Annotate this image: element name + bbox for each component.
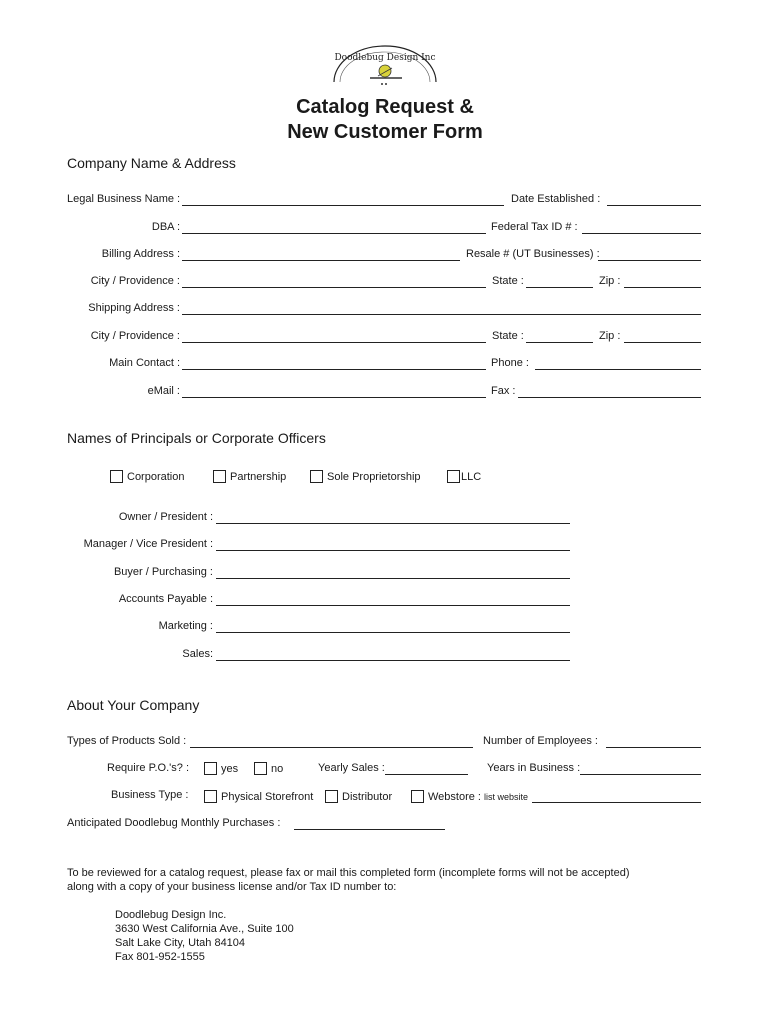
checkbox-physical-storefront-box[interactable]: [204, 790, 217, 803]
buyer-field[interactable]: [216, 578, 570, 579]
city-field[interactable]: [182, 287, 486, 288]
shipping-state-label: State :: [492, 330, 524, 342]
phone-field[interactable]: [535, 369, 701, 370]
sales-label: Sales:: [182, 648, 213, 660]
logo-graphic: [330, 42, 440, 88]
submission-note-line-2: along with a copy of your business license and/or Tax ID number to:: [67, 881, 397, 893]
shipping-state-field[interactable]: [526, 342, 593, 343]
checkbox-sole-proprietorship[interactable]: [310, 470, 421, 483]
sales-field[interactable]: [216, 660, 570, 661]
anticipated-purchases-field[interactable]: [294, 829, 445, 830]
resale-label: Resale # (UT Businesses) :: [466, 248, 600, 260]
shipping-zip-field[interactable]: [624, 342, 701, 343]
checkbox-partnership[interactable]: [213, 470, 286, 483]
checkbox-corporation-label: Corporation: [127, 470, 185, 483]
checkbox-po-no[interactable]: [254, 762, 283, 775]
phone-label: Phone :: [491, 357, 529, 369]
checkbox-partnership-box[interactable]: [213, 470, 226, 483]
marketing-field[interactable]: [216, 632, 570, 633]
checkbox-webstore-box[interactable]: [411, 790, 424, 803]
checkbox-distributor-box[interactable]: [325, 790, 338, 803]
federal-tax-id-field[interactable]: [582, 233, 701, 234]
checkbox-physical-storefront-label: Physical Storefront: [221, 790, 314, 803]
checkbox-po-no-label: no: [271, 762, 284, 775]
manager-field[interactable]: [216, 550, 570, 551]
checkbox-llc-box[interactable]: [447, 470, 460, 483]
checkbox-sole-proprietorship-box[interactable]: [310, 470, 323, 483]
types-of-products-field[interactable]: [190, 747, 473, 748]
date-established-label: Date Established :: [511, 193, 601, 205]
manager-label: Manager / Vice President :: [83, 538, 213, 550]
types-of-products-label: Types of Products Sold :: [67, 735, 187, 747]
checkbox-po-yes-label: yes: [221, 762, 239, 775]
num-employees-label: Number of Employees :: [483, 735, 598, 747]
legal-business-name-label: Legal Business Name :: [67, 193, 181, 205]
state-label: State :: [492, 275, 524, 287]
accounts-payable-field[interactable]: [216, 605, 570, 606]
fax-label: Fax :: [491, 385, 516, 397]
address-line-city: Salt Lake City, Utah 84104: [115, 937, 246, 949]
checkbox-po-no-box[interactable]: [254, 762, 267, 775]
title-line-2: New Customer Form: [287, 121, 483, 143]
section-about-heading: About Your Company: [67, 697, 200, 713]
num-employees-field[interactable]: [606, 747, 701, 748]
list-website-hint: list website: [484, 791, 529, 802]
billing-address-label: Billing Address :: [101, 248, 180, 260]
section-company-heading: Company Name & Address: [67, 155, 236, 171]
mailing-address: [115, 908, 294, 964]
title-line-1: Catalog Request &: [296, 96, 474, 118]
checkbox-distributor[interactable]: [325, 790, 392, 803]
email-label: eMail :: [147, 385, 180, 397]
webstore-field[interactable]: [532, 802, 701, 803]
years-in-business-label: Years in Business :: [487, 762, 581, 774]
logo-text: Doodlebug Design Inc: [334, 53, 436, 63]
yearly-sales-label: Yearly Sales :: [318, 762, 385, 774]
marketing-label: Marketing :: [158, 620, 213, 632]
shipping-city-label: City / Providence :: [90, 330, 180, 342]
checkbox-webstore-label: Webstore :: [428, 790, 481, 803]
shipping-address-label: Shipping Address :: [88, 302, 180, 314]
submission-note-line-1: To be reviewed for a catalog request, please fax or mail this completed form (incomplete forms will not be accepted): [67, 867, 630, 879]
checkbox-corporation-box[interactable]: [110, 470, 123, 483]
shipping-city-field[interactable]: [182, 342, 486, 343]
checkbox-po-yes-box[interactable]: [204, 762, 217, 775]
email-field[interactable]: [182, 397, 486, 398]
legal-business-name-field[interactable]: [182, 205, 504, 206]
fax-field[interactable]: [518, 397, 701, 398]
business-type-label: Business Type :: [111, 789, 189, 801]
federal-tax-id-label: Federal Tax ID # :: [491, 221, 578, 233]
address-line-company: Doodlebug Design Inc.: [115, 909, 227, 921]
section-principals-heading: Names of Principals or Corporate Officers: [67, 430, 326, 446]
address-line-street: 3630 West California Ave., Suite 100: [115, 923, 294, 935]
shipping-zip-label: Zip :: [599, 330, 621, 342]
dba-label: DBA :: [151, 221, 180, 233]
checkbox-partnership-label: Partnership: [230, 470, 287, 483]
state-field[interactable]: [526, 287, 593, 288]
main-contact-label: Main Contact :: [109, 357, 180, 369]
checkbox-po-yes[interactable]: [204, 762, 238, 775]
shipping-address-field[interactable]: [182, 314, 701, 315]
zip-label: Zip :: [599, 275, 621, 287]
date-established-field[interactable]: [607, 205, 701, 206]
company-logo: [330, 42, 440, 88]
address-line-fax: Fax 801-952-1555: [115, 951, 205, 963]
billing-address-field[interactable]: [182, 260, 460, 261]
anticipated-purchases-label: Anticipated Doodlebug Monthly Purchases :: [67, 817, 281, 829]
checkbox-corporation[interactable]: [110, 470, 184, 483]
main-contact-field[interactable]: [182, 369, 486, 370]
require-po-label: Require P.O.'s? :: [107, 762, 189, 774]
dba-field[interactable]: [182, 233, 486, 234]
yearly-sales-field[interactable]: [385, 774, 468, 775]
years-in-business-field[interactable]: [580, 774, 701, 775]
resale-field[interactable]: [598, 260, 701, 261]
zip-field[interactable]: [624, 287, 701, 288]
owner-field[interactable]: [216, 523, 570, 524]
checkbox-llc[interactable]: [447, 470, 481, 483]
checkbox-sole-proprietorship-label: Sole Proprietorship: [327, 470, 421, 483]
owner-label: Owner / President :: [118, 511, 213, 523]
checkbox-physical-storefront[interactable]: [204, 790, 313, 803]
checkbox-webstore[interactable]: [411, 790, 528, 803]
buyer-label: Buyer / Purchasing :: [113, 566, 213, 578]
checkbox-llc-label: LLC: [461, 470, 482, 483]
accounts-payable-label: Accounts Payable :: [118, 593, 213, 605]
checkbox-distributor-label: Distributor: [342, 790, 393, 803]
city-label: City / Providence :: [90, 275, 180, 287]
